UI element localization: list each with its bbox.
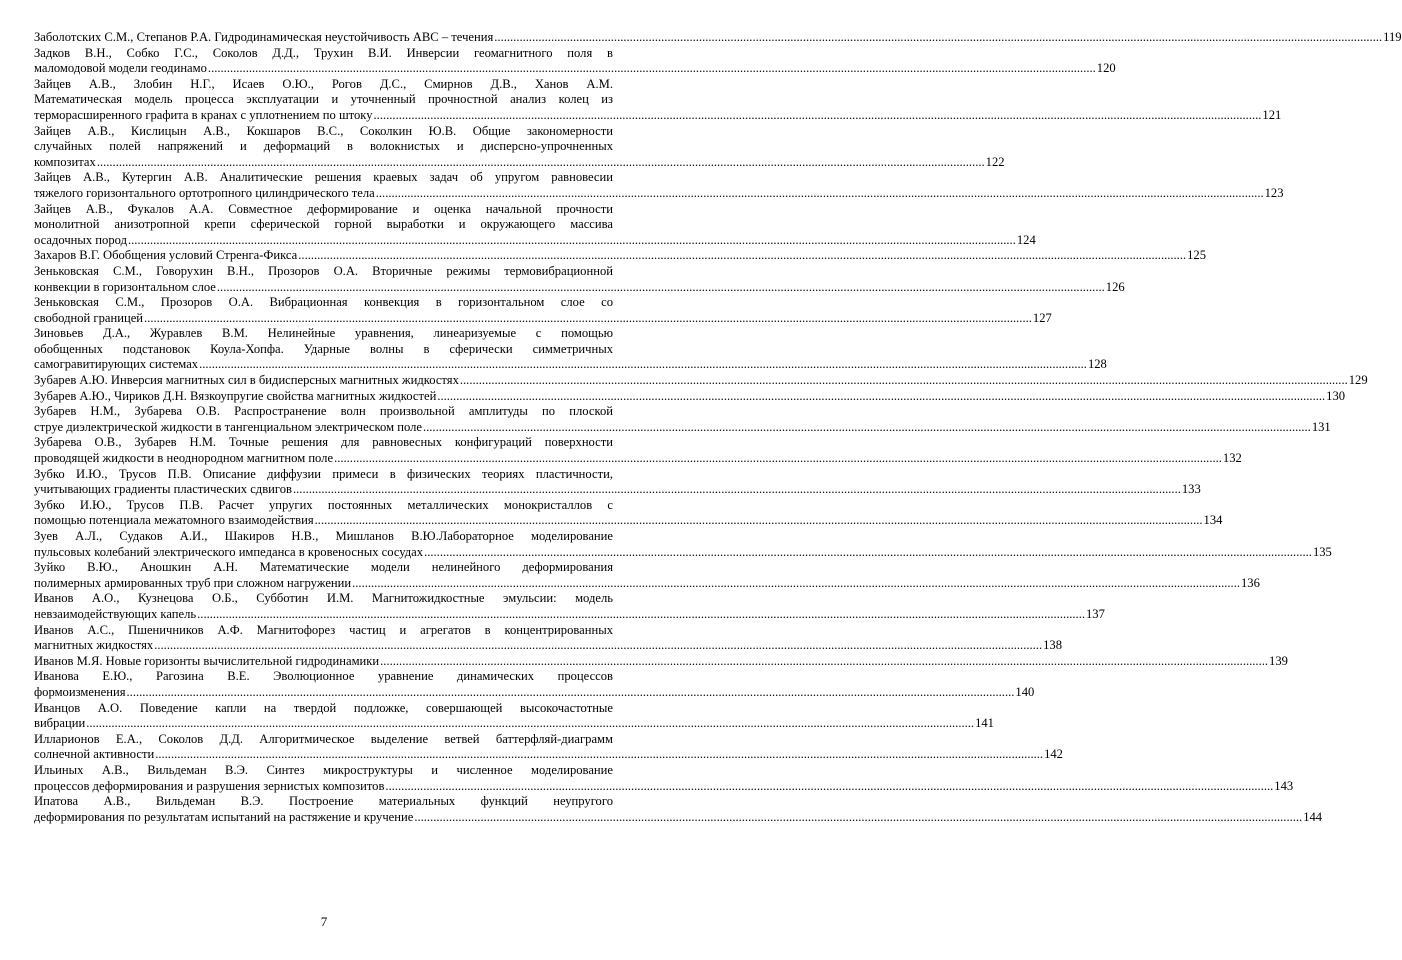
toc-entry-title-text: свободной границей xyxy=(34,310,144,325)
toc-entry-line: Зиновьев Д.А., Журавлев В.М. Нелинейные уравнения, линеаризуемые с помощью xyxy=(34,326,613,341)
dot-leader xyxy=(127,685,1015,701)
toc-page-number: 134 xyxy=(1203,513,1223,528)
page-number: 7 xyxy=(320,914,328,929)
toc-entry-last-line xyxy=(34,575,1260,592)
toc-entry xyxy=(34,497,1223,529)
dot-leader xyxy=(97,155,985,171)
toc-entry-title-text: Зубарев А.Ю., Чириков Д.Н. Вязкоупругие свойства магнитных жидкостей xyxy=(34,388,437,403)
toc-entry-title-text: струе диэлектрической жидкости в тангенциальном электрическом поле xyxy=(34,419,422,434)
dot-leader xyxy=(424,545,1312,561)
toc-entry xyxy=(34,373,1368,389)
toc-entry-title-text: самогравитирующих системах xyxy=(34,357,199,372)
toc-entry-line: Илларионов Е.А., Соколов Д.Д. Алгоритмическое выделение ветвей баттерфляй-диаграмм xyxy=(34,731,613,746)
toc-entry-title-text: полимерных армированных труб при сложном нагружении xyxy=(34,575,352,590)
toc-entry xyxy=(34,404,1331,435)
toc-entry-line: Зуйко В.Ю., Аношкин А.Н. Математические модели нелинейного деформирования xyxy=(34,560,613,575)
toc-entry-last-line xyxy=(34,185,1284,202)
toc-entry-title-text: осадочных пород xyxy=(34,232,127,247)
toc-entry-last-line xyxy=(34,778,1294,795)
dot-leader xyxy=(494,30,1382,46)
toc-entry-line: монолитной анизотропной крепи сферической горной выработки и окружающего массива xyxy=(34,217,613,232)
dot-leader xyxy=(376,186,1264,202)
toc-page-number: 139 xyxy=(1269,653,1288,668)
toc-entry-line: Задков В.Н., Собко Г.С., Соколов Д.Д., Трухин В.И. Инверсии геомагнитного поля в xyxy=(34,45,613,60)
toc-entry-line: Зубарева О.В., Зубарев Н.М. Точные решения для равновесных конфигураций поверхности xyxy=(34,435,613,450)
toc-entry-line: случайных полей напряжений и деформаций в волокнистых и дисперсно-упрочненных xyxy=(34,139,613,154)
dot-leader xyxy=(374,108,1262,124)
toc-entry-last-line xyxy=(34,357,1107,373)
toc-entry-line: Зайцев А.В., Кислицын А.В., Кокшаров В.С., Соколкин Ю.В. Общие закономерности xyxy=(34,123,613,138)
toc-entry-title-text: процессов деформирования и разрушения зернистых композитов xyxy=(34,778,385,793)
toc-entry-last-line xyxy=(34,544,1332,561)
toc-entry-title-text: тяжелого горизонтального ортотропного цилиндрического тела xyxy=(34,185,375,200)
dot-leader xyxy=(217,280,1105,296)
toc-entry-line: Зуев А.Л., Судаков А.И., Шакиров Н.В., Мишланов В.Ю.Лабораторное моделирование xyxy=(34,529,613,543)
toc-entry-title-text: Захаров В.Г. Обобщения условий Стренга-Фикса xyxy=(34,248,298,263)
toc-entry-title-text: деформирования по результатам испытаний на растяжение и кручение xyxy=(34,809,414,824)
toc-entry-last-line xyxy=(34,747,1063,763)
toc-entry-line: Иванов А.О., Кузнецова О.Б., Субботин И.М. Магнитожидкостные эмульсии: модель xyxy=(34,591,613,606)
toc-entry-last-line xyxy=(34,716,994,732)
toc-entry-title-text: формоизменения xyxy=(34,684,126,699)
toc-entry-last-line xyxy=(34,809,1323,826)
toc-page-number: 122 xyxy=(985,154,1005,169)
toc-entry-last-line xyxy=(34,606,1105,623)
toc-entry-title-text: солнечной активности xyxy=(34,747,155,762)
dot-leader xyxy=(128,233,1016,249)
toc-page-number: 126 xyxy=(1105,279,1125,294)
toc-entry-line: Зубко И.Ю., Трусов П.В. Расчет упругих постоянных металлических монокристаллов с xyxy=(34,497,613,512)
toc-page-number: 128 xyxy=(1087,357,1107,372)
toc-page-number: 121 xyxy=(1262,107,1282,122)
dot-leader xyxy=(208,61,1096,77)
toc-page-number: 127 xyxy=(1032,310,1052,325)
toc-page-number: 141 xyxy=(975,716,994,731)
dot-leader xyxy=(460,373,1348,389)
toc-entry-title-text: маломодовой модели геодинамо xyxy=(34,61,207,76)
toc-entry xyxy=(34,326,1107,373)
toc-entry-line: Зайцев А.В., Злобин Н.Г., Исаев О.Ю., Рогов Д.С., Смирнов Д.В., Ханов А.М. xyxy=(34,76,613,91)
toc-entry xyxy=(34,201,1036,249)
toc-entry xyxy=(34,762,1294,794)
toc-entry xyxy=(34,466,1201,498)
toc-entry xyxy=(34,45,1116,77)
toc-entry-last-line xyxy=(34,451,1242,467)
dot-leader xyxy=(315,513,1203,529)
toc-entry-last-line xyxy=(34,653,1288,670)
toc-entry xyxy=(34,435,1242,466)
dot-leader xyxy=(298,248,1186,264)
toc-entry-line: Иванова Е.Ю., Рагозина В.Е. Эволюционное уравнение динамических процессов xyxy=(34,669,613,684)
toc-entry-line: Иванцов А.О. Поведение капли на твердой подложке, совершающей высокочастотные xyxy=(34,700,613,715)
toc-entry xyxy=(34,170,1284,201)
toc-entry-line: обобщенных подстановок Коула-Хопфа. Ударные волны в сферически симметричных xyxy=(34,341,613,356)
dot-leader xyxy=(385,779,1273,795)
toc-entry xyxy=(34,591,1105,622)
toc-entry-title-text: Заболотских С.М., Степанов Р.А. Гидродинамическая неустойчивость АВС – течения xyxy=(34,30,494,44)
toc-entry-title-text: проводящей жидкости в неоднородном магнитном поле xyxy=(34,451,334,466)
toc-entry-last-line xyxy=(34,248,1207,264)
toc-entry xyxy=(34,529,1332,560)
toc-entry xyxy=(34,794,1323,825)
toc-entry-last-line xyxy=(34,107,1282,124)
toc-entry xyxy=(34,30,1402,46)
toc-entry-title-text: вибрации xyxy=(34,716,86,731)
toc-entry-line: Ильиных А.В., Вильдеман В.Э. Синтез микроструктуры и численное моделирование xyxy=(34,762,613,777)
toc-entry xyxy=(34,700,994,732)
toc-entry-title-text: учитывающих градиенты пластических сдвигов xyxy=(34,482,292,497)
toc-entry-last-line xyxy=(34,513,1223,529)
toc-page-number: 130 xyxy=(1326,388,1346,403)
toc-page-number: 120 xyxy=(1096,61,1116,76)
toc-entry-last-line xyxy=(34,310,1052,327)
toc-page-number: 131 xyxy=(1311,419,1331,434)
toc-page-number: 124 xyxy=(1016,232,1036,247)
toc-page-number: 132 xyxy=(1222,451,1242,466)
toc-entry-title-text: магнитных жидкостях xyxy=(34,638,154,653)
toc-page-number: 143 xyxy=(1274,778,1294,793)
toc-entry xyxy=(34,653,1288,670)
toc-page-number: 140 xyxy=(1015,684,1035,699)
toc-page-number: 123 xyxy=(1264,185,1284,200)
toc-entry-last-line xyxy=(34,61,1116,77)
toc-page-number: 136 xyxy=(1240,575,1260,590)
toc-entry xyxy=(34,248,1207,264)
toc-entry-last-line xyxy=(34,684,1035,701)
toc-entry-last-line xyxy=(34,419,1331,436)
toc-entry-line: Математическая модель процесса эксплуатации и уточненный прочностной анализ колец из xyxy=(34,92,613,107)
toc-entry-title-text: композитах xyxy=(34,154,96,169)
toc-entry-line: Зеньковская С.М., Говорухин В.Н., Прозоров О.А. Вторичные режимы термовибрационной xyxy=(34,263,613,278)
toc-page-number: 133 xyxy=(1181,482,1201,497)
toc-entry xyxy=(34,76,1282,124)
toc-entry-last-line xyxy=(34,388,1346,405)
toc-page-number: 135 xyxy=(1312,544,1332,559)
toc-entry-last-line xyxy=(34,638,1062,654)
toc-entry-title-text: помощью потенциала межатомного взаимодействия xyxy=(34,513,314,528)
toc-page-number: 125 xyxy=(1187,248,1207,263)
toc-entry-last-line xyxy=(34,373,1368,389)
dot-leader xyxy=(155,747,1043,763)
toc-entry-line: Зубарев Н.М., Зубарева О.В. Распространение волн произвольной амплитуды по плоской xyxy=(34,404,613,419)
toc-entry-last-line xyxy=(34,154,1005,171)
dot-leader xyxy=(144,311,1032,327)
toc-entry xyxy=(34,263,1125,295)
toc-entry-line: Зеньковская С.М., Прозоров О.А. Вибрационная конвекция в горизонтальном слое со xyxy=(34,295,613,310)
dot-leader xyxy=(197,607,1085,623)
toc-entry-title-text: Зубарев А.Ю. Инверсия магнитных сил в бидисперсных магнитных жидкостях xyxy=(34,373,459,388)
toc-entry-title-text: терморасширенного графита в кранах с уплотнением по штоку xyxy=(34,107,373,122)
toc-entry-line: Иванов А.С., Пшеничников А.Ф. Магнитофорез частиц и агрегатов в концентрированных xyxy=(34,622,613,637)
toc-page-number: 144 xyxy=(1303,809,1323,824)
table-of-contents xyxy=(34,30,1402,825)
dot-leader xyxy=(414,810,1302,826)
toc-entry xyxy=(34,731,1063,763)
toc-entry xyxy=(34,560,1260,591)
dot-leader xyxy=(423,420,1311,436)
toc-page-number: 138 xyxy=(1043,638,1062,653)
dot-leader xyxy=(380,654,1268,670)
dot-leader xyxy=(352,576,1240,592)
toc-entry xyxy=(34,295,1052,326)
toc-entry-last-line xyxy=(34,482,1201,498)
dot-leader xyxy=(86,716,974,732)
toc-page-number: 119 xyxy=(1383,30,1402,44)
toc-entry-line: Зайцев А.В., Фукалов А.А. Совместное деформирование и оценка начальной прочности xyxy=(34,201,613,216)
toc-entry-line: Ипатова А.В., Вильдеман В.Э. Построение материальных функций неупругого xyxy=(34,794,613,809)
toc-entry xyxy=(34,622,1062,654)
toc-entry-title-text: невзаимодействующих капель xyxy=(34,606,197,621)
toc-entry-line: Зубко И.Ю., Трусов П.В. Описание диффузии примеси в физических теориях пластичности, xyxy=(34,466,613,481)
toc-entry xyxy=(34,123,1005,171)
dot-leader xyxy=(293,482,1181,498)
toc-entry-last-line xyxy=(34,30,1402,46)
toc-entry-last-line xyxy=(34,279,1125,296)
dot-leader xyxy=(334,451,1222,467)
toc-entry xyxy=(34,669,1035,700)
toc-page-number: 137 xyxy=(1086,606,1105,621)
dot-leader xyxy=(154,638,1042,654)
dot-leader xyxy=(199,357,1087,373)
toc-page-number: 129 xyxy=(1348,373,1368,388)
toc-entry-title-text: конвекции в горизонтальном слое xyxy=(34,279,216,294)
toc-entry-line: Зайцев А.В., Кутергин А.В. Аналитические решения краевых задач об упругом равновесии xyxy=(34,170,613,185)
dot-leader xyxy=(437,389,1325,405)
toc-page-number: 142 xyxy=(1044,747,1063,762)
toc-entry-title-text: пульсовых колебаний электрического импеданса в кровеносных сосудах xyxy=(34,544,424,559)
toc-entry-last-line xyxy=(34,232,1036,249)
toc-entry xyxy=(34,388,1346,405)
toc-entry-title-text: Иванов М.Я. Новые горизонты вычислительной гидродинамики xyxy=(34,653,380,668)
